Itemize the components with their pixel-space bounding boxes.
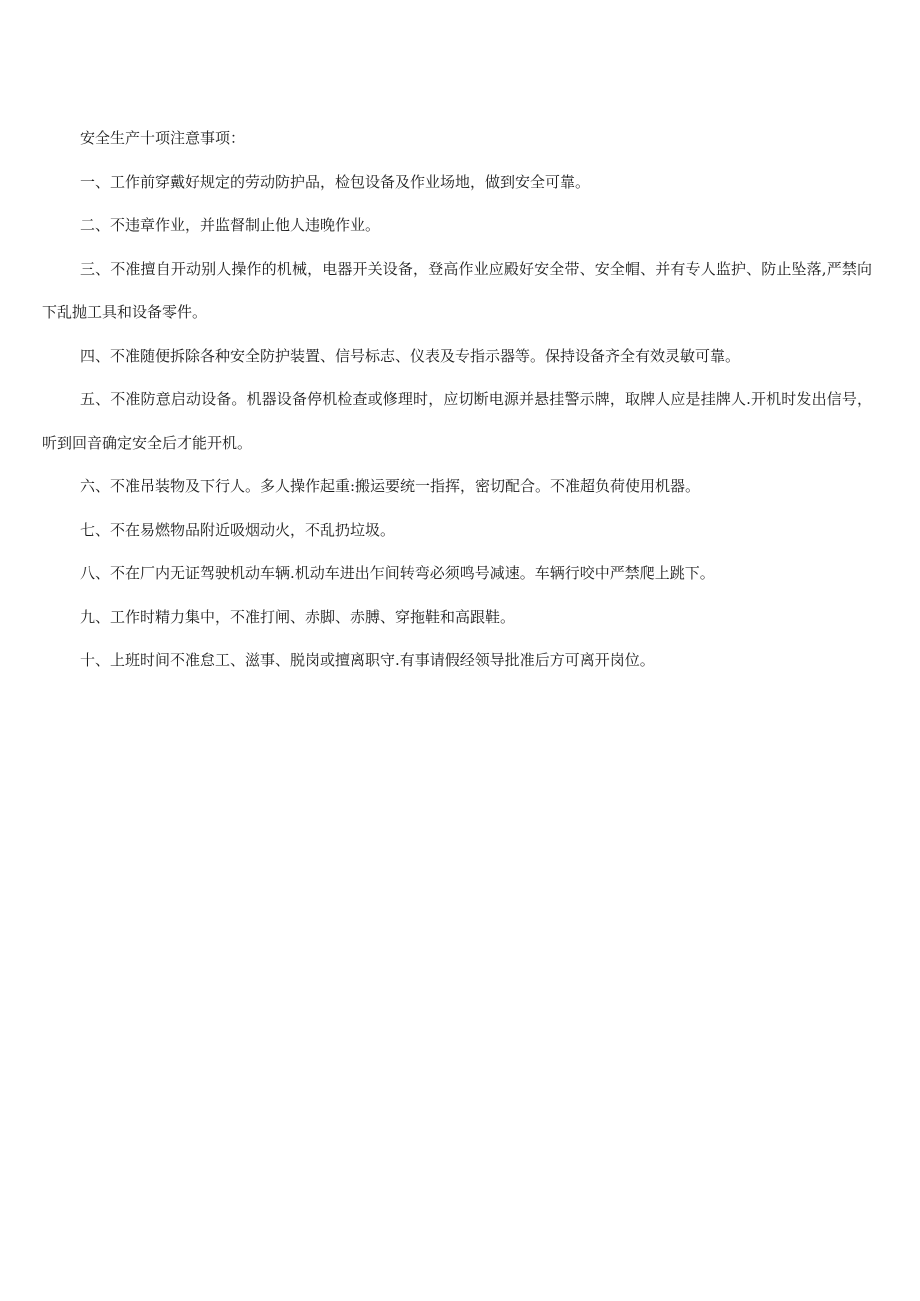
rule-item-1: 一、工作前穿戴好规定的劳动防护品，检包设备及作业场地，做到安全可靠。 [80, 172, 591, 191]
rule-item-10: 十、上班时间不准怠工、滋事、脱岗或擅离职守.有事请假经领导批准后方可离开岗位。 [80, 651, 655, 669]
rule-item-3: 三、不准擅自开动别人操作的机械，电器开关设备，登高作业应殿好安全带、安全帽、并有专人监护、防止坠落,严禁向下乱抛工具和设备零件。 [42, 259, 872, 321]
document-heading: 安全生产十项注意事项： [80, 129, 246, 147]
rule-item-6: 六、不准吊装物及下行人。多人操作起重:搬运要统一指挥，密切配合。不准超负荷使用机器。 [80, 477, 701, 495]
document-body [42, 117, 872, 683]
rule-item-9: 九、工作时精力集中，不准打闸、赤脚、赤膊、穿拖鞋和高跟鞋。 [80, 607, 516, 626]
rule-item-4: 四、不准随便拆除各种安全防护装置、信号标志、仪表及专指示器等。保持设备齐全有效灵敏可靠。 [80, 346, 741, 365]
rule-item-7: 七、不在易燃物品附近吸烟动火，不乱扔垃圾。 [80, 520, 396, 539]
rule-item-2: 二、不违章作业，并监督制止他人违晚作业。 [80, 216, 381, 234]
rule-item-5: 五、不准防意启动设备。机器设备停机检查或修理时，应切断电源并悬挂警示牌，取牌人应是挂牌人.开机时发出信号，听到回音确定安全后才能开机。 [42, 390, 872, 452]
rule-item-8: 八、不在厂内无证驾驶机动车辆.机动车进出乍间转弯必须鸣号减速。车辆行咬中严禁爬上跳下。 [80, 564, 715, 582]
